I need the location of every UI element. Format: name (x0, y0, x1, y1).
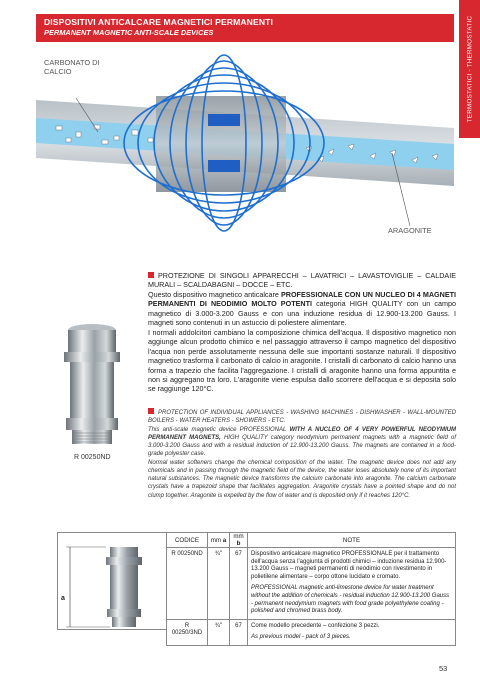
section-title-bar (36, 14, 454, 42)
product-table (166, 532, 456, 646)
description-italian-body: I normali addolcitori cambiano la composizione chimica dell'acqua. Il dispositivo magnetico non aggiunge alcun prodotto chimico e nel passaggio attraverso il campo magnetico del dispositivo l'acqua non perde assolutamente nessuna delle sue importanti sostanze naturali. Il dispositivo magnetico trasforma il carbonato di calcio in aragonite. I cristalli di carbonato di calcio hanno una forma a trapezio che facilita l'aggregazione. I cristalli di aragonite hanno una forma appuntita e non si aggregano tra loro. L'aragonite viene espulsa dallo scorrere dell'acqua e si deposita solo se raggiunge 120°C. (148, 327, 456, 394)
col-header-note: NOTE (248, 533, 456, 548)
cell-note: Dispositivo anticalcare magnetico PROFESSIONALE per il trattamento dell'acqua senza l'aggiunta di prodotti chimici – induzione residua 12.900-13.200 Gauss – magneti permanenti di neodimio con rivestimento in polietilene alimentare – corpo ottone lucidato e cromato. PROFESSIONAL magnetic anti-limestone device for water treatment without the addition of chemicals - residual induction 12.900-13.200 Gauss - permanent neodymium magnets with food grade polyethylene coating - polished and chromed brass body. (248, 548, 456, 620)
cell-note: Come modello precedente – confezione 3 pezzi. As previous model - pack of 3 pieces. (248, 619, 456, 645)
dimension-drawing (58, 533, 166, 630)
red-bullet-icon (148, 272, 154, 278)
description-english: PROTECTION OF INDIVIDUAL APPLIANCES - WASHING MACHINES - DISHWASHER - WALL-MOUNTED BOILERS - WATER HEATERS - SHOWERS - ETC. This anti-scale magnetic device PROFESSIONAL WITH A NUCLEO OF 4 VERY POWERFUL NEODYMIUM PERMANENT MAGNETS, HIGH QUALITY category neodymium permanent magnets with a magnetic field of 3.000-3.200 Gauss and with a residual induction of 12.900-13.200 Gauss. The magnets are contained in a food-grade polyester case. Normal water softeners change the chemical composition of the water. The magnetic device does not add any chemicals and in passing through the magnetic field of the device, the water loses absolutely none of its important natural substances. The magnetic device transforms the calcium carbonate into aragonite. The calcium carbonate crystals have a trapezoid shape that facilitates aggregation. Aragonite crystals have a pointed shape and do not clump together. Aragonite is expelled by the flow of water and is deposited only if it reaches 120°C. (148, 410, 456, 499)
description-italian-highlight: PROFESSIONALE CON UN NUCLEO DI 4 MAGNETI PERMANENTI DI NEODIMIO MOLTO POTENTI (148, 289, 456, 309)
section-subtitle: PERMANENT MAGNETIC ANTI-SCALE DEVICES (44, 28, 214, 37)
table-row (167, 548, 456, 620)
magnet-bottom (208, 160, 240, 172)
product-image (56, 322, 128, 448)
dimension-drawing-frame (57, 532, 166, 630)
side-category-tab[interactable] (459, 0, 480, 138)
table-header-row (167, 533, 456, 548)
description-italian: PROTEZIONE DI SINGOLI APPARECCHI – LAVATRICI – LAVASTOVIGLIE – CALDAIE MURALI – SCALDABAGNI – DOCCE – ETC. Questo dispositivo magnetico anticalcare PROFESSIONALE CON UN NUCLEO DI 4 MAGNETI PERMANENTI DI NEODIMIO MOLTO POTENTI categoria HIGH QUALITY con un campo magnetico di 3.000-3.200 Gauss e con una induzione residua di 12.900-13.200 Gauss. I magneti sono contenuti in un astuccio di poliestere alimentare. I normali addolcitori cambiano la composizione chimica dell'acqua. Il dispositivo magnetico non aggiunge alcun prodotto chimico e nel passaggio attraverso il campo magnetico del dispositivo l'acqua non perde assolutamente nessuna delle sue importanti sostanze naturali. Il dispositivo magnetico trasforma il carbonato di calcio in aragonite. I cristalli di carbonato di calcio hanno una forma a trapezio che facilita l'aggregazione. I cristalli di aragonite hanno una forma appuntita e non si aggregano tra loro. L'aragonite viene espulsa dallo scorrere dell'acqua e si deposita solo se raggiunge 120°C. (148, 271, 456, 394)
side-tab-label: TERMOSTATICI - THERMOSTATIC (466, 15, 473, 123)
cell-code: R 00250/3ND (167, 619, 208, 645)
cell-b: 67 (230, 619, 248, 645)
section-title: DISPOSITIVI ANTICALCARE MAGNETICI PERMANENTI (44, 17, 273, 27)
magnetic-field-diagram (36, 48, 454, 248)
dimension-a-label: a (61, 595, 65, 602)
cell-b: 67 (230, 548, 248, 620)
magnet-top (208, 114, 240, 126)
description-english-highlight: WITH A NUCLEO OF 4 VERY POWERFUL NEODYMIUM PERMANENT MAGNETS, (148, 426, 456, 441)
cell-code: R 00250ND (167, 548, 208, 620)
description-italian-lead: PROTEZIONE DI SINGOLI APPARECCHI – LAVATRICI – LAVASTOVIGLIE – CALDAIE MURALI – SCALDABAGNI – DOCCE – ETC. (148, 271, 456, 290)
col-header-code: CODICE (167, 533, 208, 548)
description-english-body: Normal water softeners change the chemical composition of the water. The magnetic device does not add any chemicals and in passing through the magnetic field of the device, the water loses absolutely none of its important natural substances. The magnetic device transforms the calcium carbonate into aragonite. The calcium carbonate crystals have a trapezoid shape that facilitates aggregation. Aragonite crystals have a pointed shape and do not clump together. Aragonite is expelled by the flow of water and is deposited only if it reaches 120°C. (148, 459, 456, 499)
label-calcium-carbonate: CARBONATO DI CALCIO (44, 58, 100, 76)
red-bullet-icon (148, 408, 154, 414)
product-code: R 00250ND (74, 454, 111, 461)
product-table-section (57, 532, 456, 641)
cell-a: ¾" (208, 548, 230, 620)
col-header-mm-b: mm b (230, 533, 248, 548)
label-aragonite: ARAGONITE (388, 226, 432, 235)
page-number: 53 (439, 664, 448, 673)
description-english-lead: PROTECTION OF INDIVIDUAL APPLIANCES - WASHING MACHINES - DISHWASHER - WALL-MOUNTED BOILERS - WATER HEATERS - SHOWERS - ETC. (148, 410, 456, 425)
table-row (167, 619, 456, 645)
col-header-mm-a: mm a (208, 533, 230, 548)
cell-a: ¾" (208, 619, 230, 645)
